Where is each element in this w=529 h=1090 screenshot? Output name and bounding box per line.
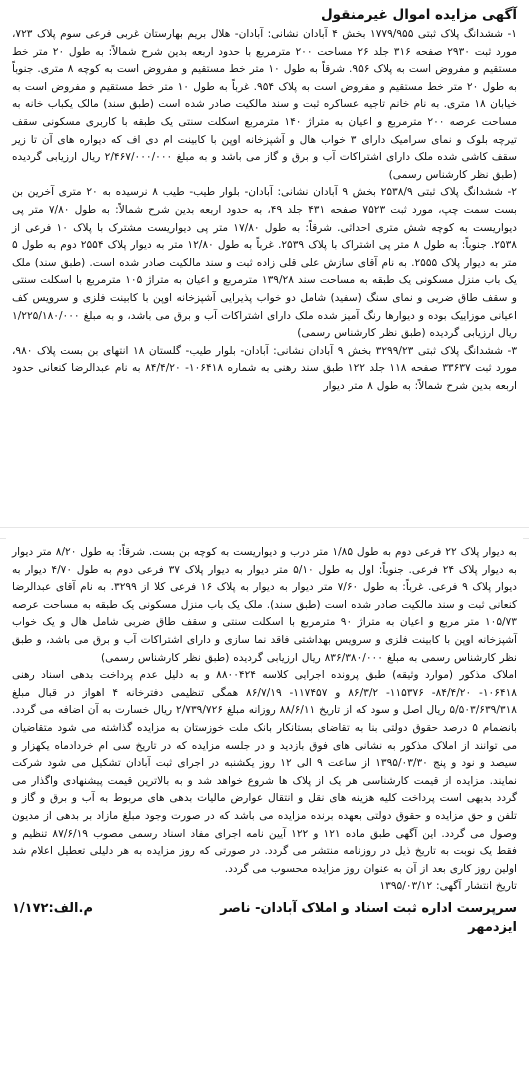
- reference-code: م.الف:۱/۱۷۲: [12, 900, 93, 916]
- signature-line-2: ایزدمهر: [468, 919, 517, 935]
- signature-block: [12, 899, 517, 937]
- auction-conditions: املاک مذکور (موارد وثیقه) طبق پرونده اجرایی کلاسه ۸۸۰۰۴۲۴ و به دلیل عدم پرداخت بدهی اسناد رهنی ۱۰۶۴۱۸- ۸۴/۴/۲۰- ۱۱۵۳۷۶- ۸۶/۳/۲ و ۱۱۷۴۵۷- ۸۶/۷/۱۹ همگی تنظیمی دفترخانه ۴ اهواز در قبال مبلغ ۵/۵۰۳/۶۳۹/۳۱۸ ریال اصل و سود که از تاریخ ۸۸/۶/۱۱ روزانه مبلغ ۲/۷۳۹/۷۲۶ ریال خسارت به آن اضافه می گردد. بانضمام ۵ درصد حقوق دولتی بنا به تقاضای بستانکار بانک ملت خوزستان به مزایده گذاشته می شود متقاضیان می توانند از املاک مذکور به نشانی های فوق بازدید و در جلسه مزایده که در تاریخ سی ام خردادماه یکهزار و سیصد و نود و پنج ۱۳۹۵/۰۳/۳۰ از ساعت ۹ الی ۱۲ روز یکشنبه در اجرای ثبت آبادان تشکیل می شود شرکت نمایند. مزایده از قیمت کارشناسی هر یک از پلاک ها شروع خواهد شد و به بالاترین قیمت پیشنهادی واگذار می گردد بدیهی است پرداخت کلیه هزینه های نقل و انتقال عوارض مالیات بدهی های مربوط به آب و برق و گاز و تلفن و حق مزایده و حقوق دولتی بعهده برنده مزایده می باشد که در صورت وجود مبلغ مازاد بر بدهی از مدیون وصول می گردد. این آگهی طبق ماده ۱۲۱ و ۱۲۲ آیین نامه اجرای مفاد اسناد رسمی مصوب ۸۷/۶/۱۹ تنظیم و فقط یک نوبت به تاریخ ذیل در روزنامه منتشر می گردد. در صورتی که روز مزایده به هر دلیلی تعطیل اعلام شد اولین روز کاری بعد از آن به عنوان روز مزایده محسوب می گردد.: [12, 669, 518, 875]
- item-3-paragraph: ۳- ششدانگ پلاک ثبتی ۳۲۹۹/۲۳ بخش ۹ آبادان نشانی: آبادان- بلوار طیب- گلستان ۱۸ انتهای بن بست پلاک ۹۸۰، مورد ثبت ۳۳۶۳۷ صفحه ۱۱۸ جلد ۱۲۲ طبق سند رهنی به شماره ۱۰۶۴۱۸- ۸۴/۴/۲۰ به نام عبدالرضا کنعانی حدود اربعه بدین شرح شمالاً: به طول ۸ متر دیوار: [12, 344, 518, 392]
- notice-bottom-panel: [6, 538, 523, 1088]
- publish-date: تاریخ انتشار آگهی: ۱۳۹۵/۰۳/۱۲: [379, 880, 517, 893]
- notice-top-panel: [6, 2, 523, 526]
- notice-title: آگهی مزایده اموال غیرمنقول: [320, 7, 517, 23]
- item-3-continuation: به دیوار پلاک ۲۲ فرعی دوم به طول ۱/۸۵ متر درب و دیواریست به کوچه بن بست. شرقاً: به طول ۸/۲۰ متر دیوار به دیوار پلاک ۲۴ فرعی. جنوباً: اول به طول ۵/۱۰ متر دیوار به دیوار پلاک ۳۷ فرعی دوم به طول ۴/۷۰ دیوار به دیوار پلاک ۹ فرعی. غرباً: به طول ۷/۶۰ متر دیوار به دیوار به پلاک ۱۶ فرعی کلا از ۳۲۹۹. به نام آقای عبدالرضا کنعانی ثبت و سند مالکیت صادر شده است (طبق سند). ملک یک باب منزل مسکونی یک طبقه به مساحت عرصه ۱۰۵/۷۳ متر مربع و اعیان به متراژ ۹۰ مترمربع با اسکلت سنتی و سقف طاق ضربی شامل هال و یک خواب آشپزخانه اوپن با کابینت فلزی و سرویس بهداشتی فاقد نما سازی و دارای اشتراکات آب و برق می باشد، و طبق نظر کارشناس رسمی به مبلغ ۸۳۶/۳۸۰/۰۰۰ ریال ارزیابی گردیده (طبق نظر کارشناس رسمی): [12, 546, 517, 664]
- item-1-paragraph: ۱- ششدانگ پلاک ثبتی ۱۷۷۹/۹۵۵ بخش ۴ آبادان نشانی: آبادان- هلال بریم بهارستان غربی فرعی سوم پلاک ۷۲۳، مورد ثبت ۲۹۳۰ صفحه ۳۱۶ جلد ۲۶ مساحت ۲۰۰ مترمربع با حدود اربعه بدین شرح شمالاً: به طول ۲۰ متر خط مستقیم و مفروض است به پلاک ۹۵۶. شرقاً به طول ۱۰ متر خط مستقیم و مفروض است به کوچه ۸ متری. جنوباً به طول ۲۰ متر خط مستقیم و مفروض است به پلاک ۹۵۴. غرباً به طول ۱۰ متر خط مستقیم و مفروض است به خیابان ۱۸ متری. به نام خانم تاجیه عساکره ثبت و سند مالکیت صادر شده است (طبق سند) مالک یکباب خانه به مساحت عرصه ۲۰۰ مترمربع و اعیان به متراژ ۱۴۰ مترمربع اسکلت سنتی یک طبقه با کاربری مسکونی سقف تیرچه بلوک و نمای سرامیک دارای ۳ خواب هال و آشپزخانه اوپن با کابینت ام دی اف که دیواره های آن تا زیر سقف کاشی شده ملک دارای اشتراکات آب و برق و گاز می باشد و به مبلغ ۲/۴۶۷/۰۰۰/۰۰۰ ریال ارزیابی گردیده (طبق نظر کارشناس رسمی): [12, 28, 518, 181]
- item-2-paragraph: ۲- ششدانگ پلاک ثبتی ۲۵۳۸/۹ بخش ۹ آبادان نشانی: آبادان- بلوار طیب- طیب ۸ نرسیده به ۲۰ متری آخرین بن بست سمت چپ، مورد ثبت ۷۵۲۳ صفحه ۴۳۱ جلد ۴۹، به حدود اربعه بدین شرح شمالاً: به طول ۷/۸۰ متر پی دیواریست به کوچه شش متری احداثی. شرقاً: به طول ۱۷/۸۰ متر پی دیواریست مشترک با پلاک ۱۰ فرعی از ۲۵۳۸. جنوباً: به طول ۸ متر پی اشتراک با پلاک ۲۵۳۹. غرباً به طول ۱۲/۸۰ متر به دیوار پلاک ۲۵۵۴ دوم به طول ۵ متر به دیوار پلاک ۲۵۵۵. به نام آقای سازش علی قلی زاده ثبت و سند مالکیت صادر شده است. (طبق سند) ملک یک باب منزل مسکونی یک طبقه به مساحت سند ۱۳۹/۲۸ مترمربع و اعیان به متراژ ۱۰۵ مترمربع با اسکلت سنتی و سقف طاق ضربی و نمای سنگ (سفید) شامل دو خواب پذیرایی آشپزخانه اوپن با کابینت فلزی و سرویس کف اعیانی موزاییک بوده و دیوارها رنگ آمیز شده ملک دارای اشتراکات آب و برق می باشد، و به مبلغ ۱/۲۲۵/۱۸۰/۰۰۰ ریال ارزیابی گردیده (طبق نظر کارشناس رسمی): [12, 186, 518, 340]
- signature-line-1: سرپرست اداره ثبت اسناد و املاک آبادان- ناصر: [220, 900, 517, 916]
